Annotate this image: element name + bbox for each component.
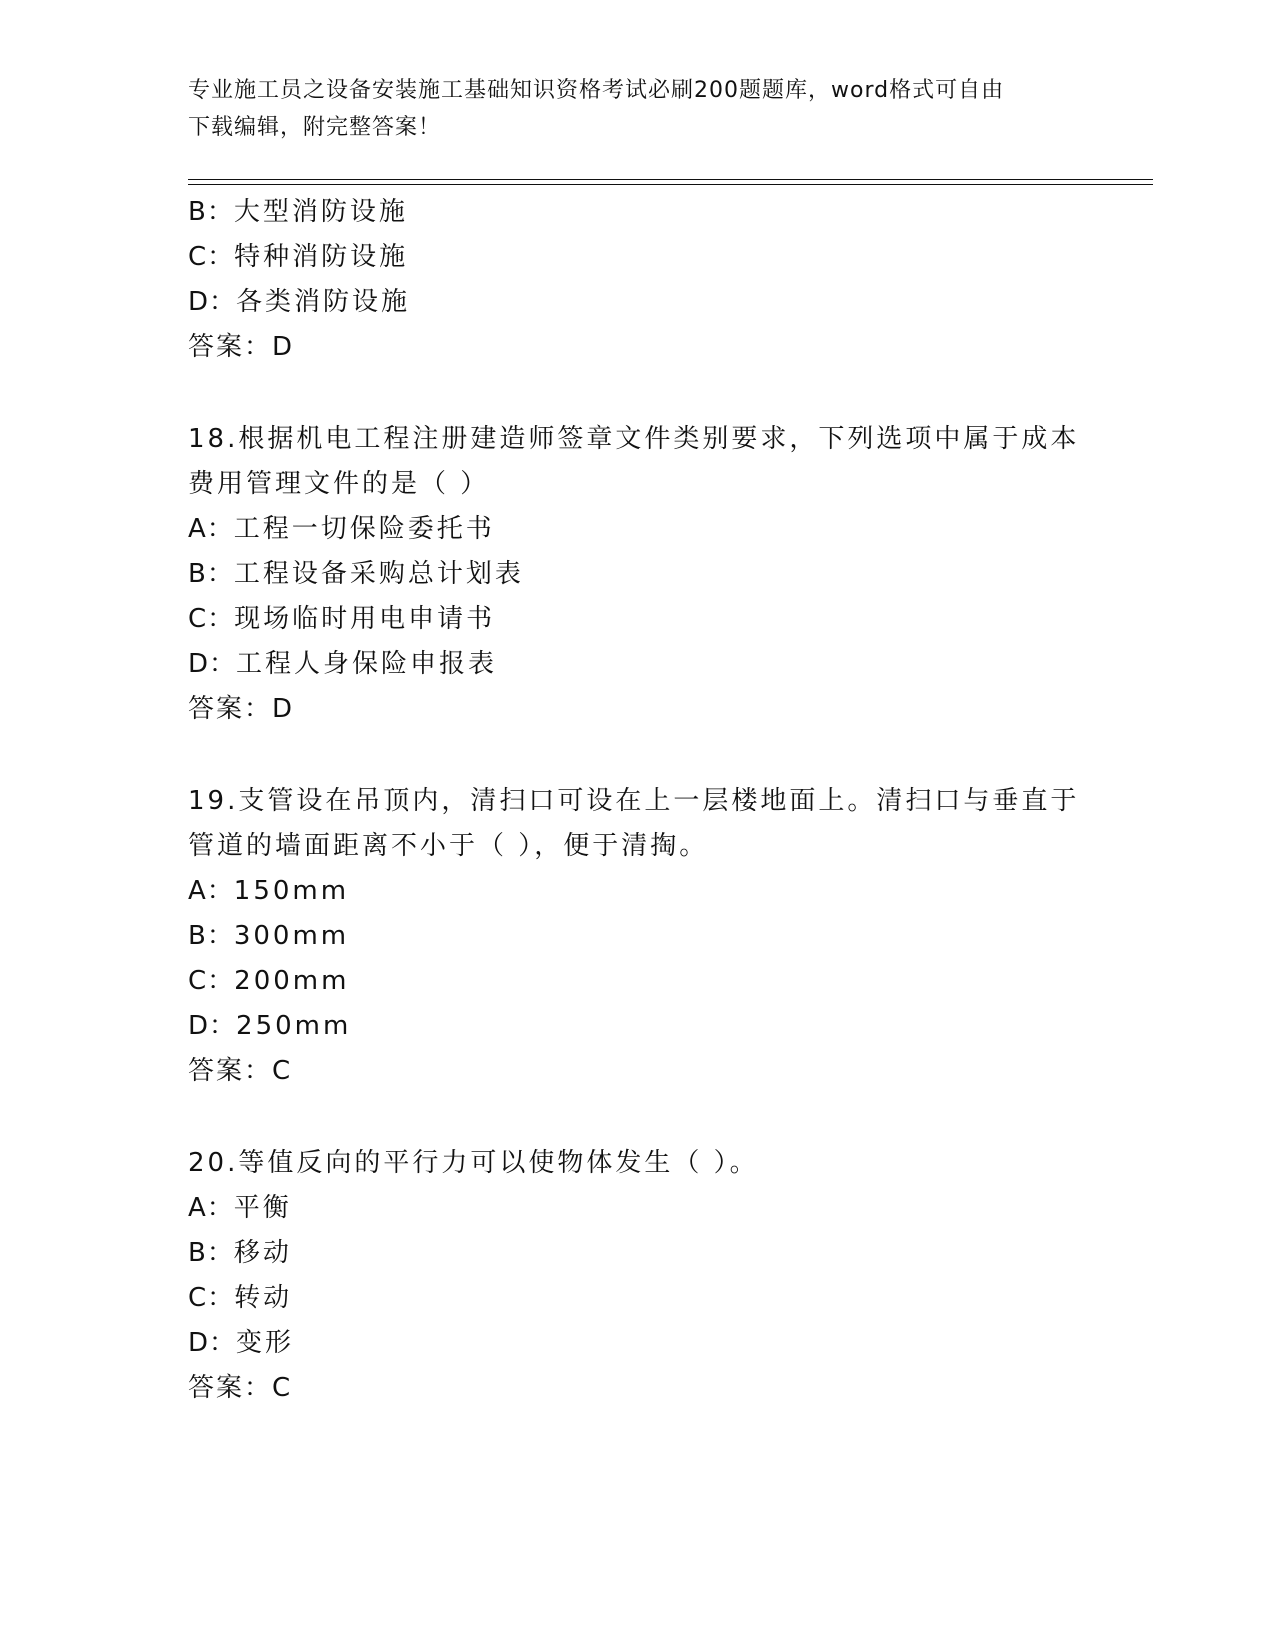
option-a [188,869,1098,914]
option-b [188,1231,1098,1276]
answer-line: 答案：D [188,694,295,724]
option-label: A： [188,514,234,544]
question-stem [188,779,1098,869]
option-b [188,190,1098,235]
option-text: 转动 [234,1283,293,1313]
option-a [188,1186,1098,1231]
option-label: C： [188,242,235,272]
option-label: B： [188,921,234,951]
option-c [188,1276,1098,1321]
option-d [188,1321,1098,1366]
option-text: 现场临时用电申请书 [234,604,496,634]
option-d [188,280,1098,325]
option-label: D： [188,1011,237,1041]
option-c [188,597,1098,642]
option-label: B： [188,197,234,227]
option-label: D： [188,1328,237,1358]
option-text: 工程设备采购总计划表 [233,559,524,589]
option-text: 平衡 [233,1193,292,1223]
option-text: 移动 [233,1238,292,1268]
question-stem-line: 管道的墙面距离不小于（ ），便于清掏。 [188,831,709,861]
option-label: A： [188,1193,234,1223]
document-header [188,72,1088,146]
question-stem-line: 18.根据机电工程注册建造师签章文件类别要求，下列选项中属于成本 [188,424,1080,454]
option-label: C： [188,1283,235,1313]
option-text: 250mm [236,1011,352,1041]
option-label: D： [188,649,237,679]
answer-line: 答案：C [188,1056,293,1086]
option-d [188,642,1098,687]
option-d [188,1004,1098,1049]
question-20-block [188,1141,1098,1411]
option-label: B： [188,1238,234,1268]
question-stem-line: 19.支管设在吊顶内，清扫口可设在上一层楼地面上。清扫口与垂直于 [188,786,1080,816]
answer-line: 答案：C [188,1373,293,1403]
option-text: 工程一切保险委托书 [233,514,495,544]
question-18-block [188,417,1098,732]
option-label: C： [188,604,235,634]
answer-line: 答案：D [188,332,295,362]
option-c [188,235,1098,280]
question-stem-line: 20.等值反向的平行力可以使物体发生（ ）。 [188,1148,759,1178]
question-stem [188,1141,1098,1186]
option-c [188,959,1098,1004]
option-text: 工程人身保险申报表 [236,649,498,679]
question-17-block [188,190,1098,370]
option-text: 各类消防设施 [236,287,411,317]
question-stem [188,417,1098,507]
header-divider-bottom [188,184,1153,185]
option-label: D： [188,287,237,317]
header-divider-top [188,179,1153,180]
question-19-block [188,779,1098,1094]
question-list [188,190,1098,1458]
question-stem-line: 费用管理文件的是（ ） [188,469,490,499]
header-line-2: 下载编辑，附完整答案！ [188,115,442,140]
option-text: 大型消防设施 [233,197,408,227]
option-b [188,552,1098,597]
option-label: A： [188,876,234,906]
header-line-1: 专业施工员之设备安装施工基础知识资格考试必刷200题题库，word格式可自由 [188,78,1005,103]
option-text: 变形 [236,1328,295,1358]
option-b [188,914,1098,959]
option-label: B： [188,559,234,589]
option-text: 特种消防设施 [234,242,409,272]
option-text: 300mm [233,921,350,951]
option-a [188,507,1098,552]
option-label: C： [188,966,235,996]
option-text: 150mm [233,876,350,906]
option-text: 200mm [234,966,350,996]
